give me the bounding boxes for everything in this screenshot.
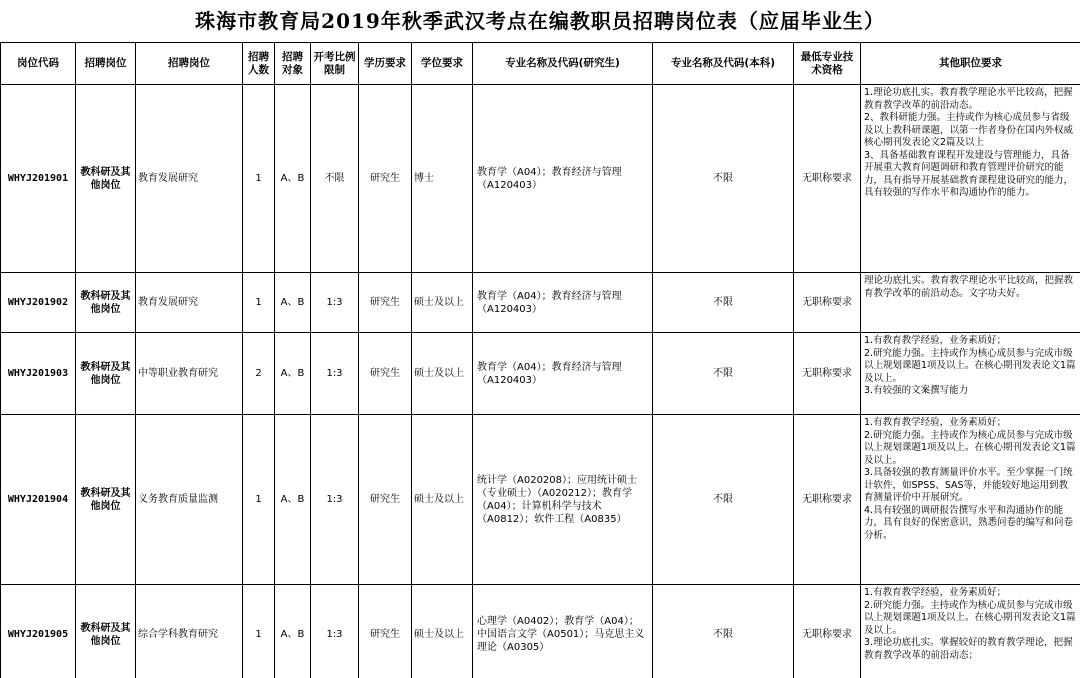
table-header-row [1,43,1080,85]
header-degree: 学位要求 [412,43,473,85]
requirement-line: 2.研究能力强。主持或作为核心成员参与完成市级以上规划课题1项及以上。在核心期刊发表论文1篇及以上。 [864,347,1076,384]
row-requirements [861,273,1080,333]
row-major-undergrad: 不限 [653,333,794,415]
row-degree: 硕士及以上 [412,415,473,585]
row-code: WHYJ201902 [1,273,76,333]
row-requirements [861,585,1080,678]
row-ratio: 1:3 [311,585,359,678]
requirement-line: 1.有教育教学经验，业务素质好； [864,587,1007,598]
header-ratio: 开考比例限制 [311,43,359,85]
row-major-grad: 统计学（A020208）；应用统计硕士（专业硕士）（A020212）；教育学（A04）；计算机科学与技术（A0812）；软件工程（A0835） [473,415,653,585]
row-education: 研究生 [359,333,412,415]
header-category: 招聘岗位 [76,43,136,85]
requirement-line: 1.有教育教学经验，业务素质好； [864,335,1007,346]
header-major-undergrad: 专业名称及代码(本科) [653,43,794,85]
requirement-line: 理论功底扎实。教育教学理论水平比较高，把握教育教学改革的前沿动态。文字功夫好。 [864,275,1074,299]
row-category: 教科研及其他岗位 [76,273,136,333]
requirement-line: 4.具有较强的调研报告撰写水平和沟通协作的能力，具有良好的保密意识，熟悉问卷的编写和问卷分析。 [864,504,1074,541]
row-major-grad: 教育学（A04）；教育经济与管理（A120403） [473,85,653,273]
row-position: 义务教育质量监测 [136,415,243,585]
row-requirements [861,415,1080,585]
row-target: A、B [275,585,311,678]
row-major-grad: 心理学（A0402）；教育学（A04）；中国语言文学（A0501）；马克思主义理论（A0305） [473,585,653,678]
header-position: 招聘岗位 [136,43,243,85]
row-code: WHYJ201903 [1,333,76,415]
row-ratio: 1:3 [311,415,359,585]
header-target: 招聘对象 [275,43,311,85]
row-count: 1 [243,85,275,273]
row-code: WHYJ201901 [1,85,76,273]
row-position: 教育发展研究 [136,85,243,273]
row-major-undergrad: 不限 [653,415,794,585]
row-education: 研究生 [359,273,412,333]
row-qualification: 无职称要求 [794,333,861,415]
row-count: 1 [243,273,275,333]
row-category: 教科研及其他岗位 [76,333,136,415]
row-degree: 硕士及以上 [412,585,473,678]
requirement-line: 2.研究能力强。主持或作为核心成员参与完成市级以上规划课题1项及以上。在核心期刊发表论文1篇及以上。 [864,429,1076,466]
row-category: 教科研及其他岗位 [76,585,136,678]
row-count: 1 [243,585,275,678]
row-target: A、B [275,415,311,585]
row-code: WHYJ201904 [1,415,76,585]
row-count: 2 [243,333,275,415]
requirement-line: 3.有较强的文案撰写能力 [864,385,969,396]
header-code: 岗位代码 [1,43,76,85]
row-category: 教科研及其他岗位 [76,415,136,585]
table-row [1,415,1080,585]
row-ratio: 1:3 [311,273,359,333]
table-row [1,273,1080,333]
row-qualification: 无职称要求 [794,415,861,585]
row-position: 教育发展研究 [136,273,243,333]
row-education: 研究生 [359,85,412,273]
position-table [0,42,1080,678]
row-degree: 硕士及以上 [412,333,473,415]
row-qualification: 无职称要求 [794,85,861,273]
header-qualification: 最低专业技术资格 [794,43,861,85]
row-major-undergrad: 不限 [653,585,794,678]
row-position: 中等职业教育研究 [136,333,243,415]
row-target: A、B [275,333,311,415]
row-qualification: 无职称要求 [794,585,861,678]
table-row [1,333,1080,415]
row-major-grad: 教育学（A04）；教育经济与管理（A120403） [473,273,653,333]
row-degree: 博士 [412,85,473,273]
requirement-line: 3.具备较强的教育测量评价水平。至少掌握一门统计软件，如SPSS、SAS等，并能较好地运用到教育测量评价中开展研究。 [864,467,1073,503]
row-requirements [861,85,1080,273]
page-title: 珠海市教育局2019年秋季武汉考点在编教职员招聘岗位表（应届毕业生） [195,9,885,33]
header-requirements: 其他职位要求 [861,43,1080,85]
row-requirements [861,333,1080,415]
requirement-line: 2.研究能力强。主持或作为核心成员参与完成市级以上规划课题1项及以上。在核心期刊发表论文1篇及以上。 [864,599,1076,636]
requirement-line: 1.理论功底扎实。教育教学理论水平比较高，把握教育教学改革的前沿动态。 [864,87,1073,111]
row-major-undergrad: 不限 [653,85,794,273]
row-ratio: 不限 [311,85,359,273]
row-code: WHYJ201905 [1,585,76,678]
requirement-line: 3、具备基础教育课程开发建设与管理能力，具备开展重大教育问题调研和教育管理评价研究的能力，具有指导开展基础教育课程建设研究的能力，具有较强的写作水平和沟通协作的能力。 [864,149,1074,198]
header-education: 学历要求 [359,43,412,85]
header-major-grad: 专业名称及代码(研究生) [473,43,653,85]
table-row [1,585,1080,678]
requirement-line: 2、教科研能力强。主持或作为核心成员参与省级及以上教科研课题，以第一作者身份在国内外权威核心期刊发表论文2篇及以上 [864,112,1074,148]
header-count: 招聘人数 [243,43,275,85]
row-major-grad: 教育学（A04）；教育经济与管理（A120403） [473,333,653,415]
row-count: 1 [243,415,275,585]
row-category: 教科研及其他岗位 [76,85,136,273]
row-major-undergrad: 不限 [653,273,794,333]
row-ratio: 1:3 [311,333,359,415]
row-education: 研究生 [359,585,412,678]
row-target: A、B [275,85,311,273]
row-degree: 硕士及以上 [412,273,473,333]
requirement-line: 3.理论功底扎实。掌握较好的教育教学理论，把握教育教学改革的前沿动态； [864,637,1073,661]
row-position: 综合学科教育研究 [136,585,243,678]
requirement-line: 1.有教育教学经验，业务素质好； [864,417,1007,428]
table-row [1,85,1080,273]
row-target: A、B [275,273,311,333]
row-education: 研究生 [359,415,412,585]
row-qualification: 无职称要求 [794,273,861,333]
